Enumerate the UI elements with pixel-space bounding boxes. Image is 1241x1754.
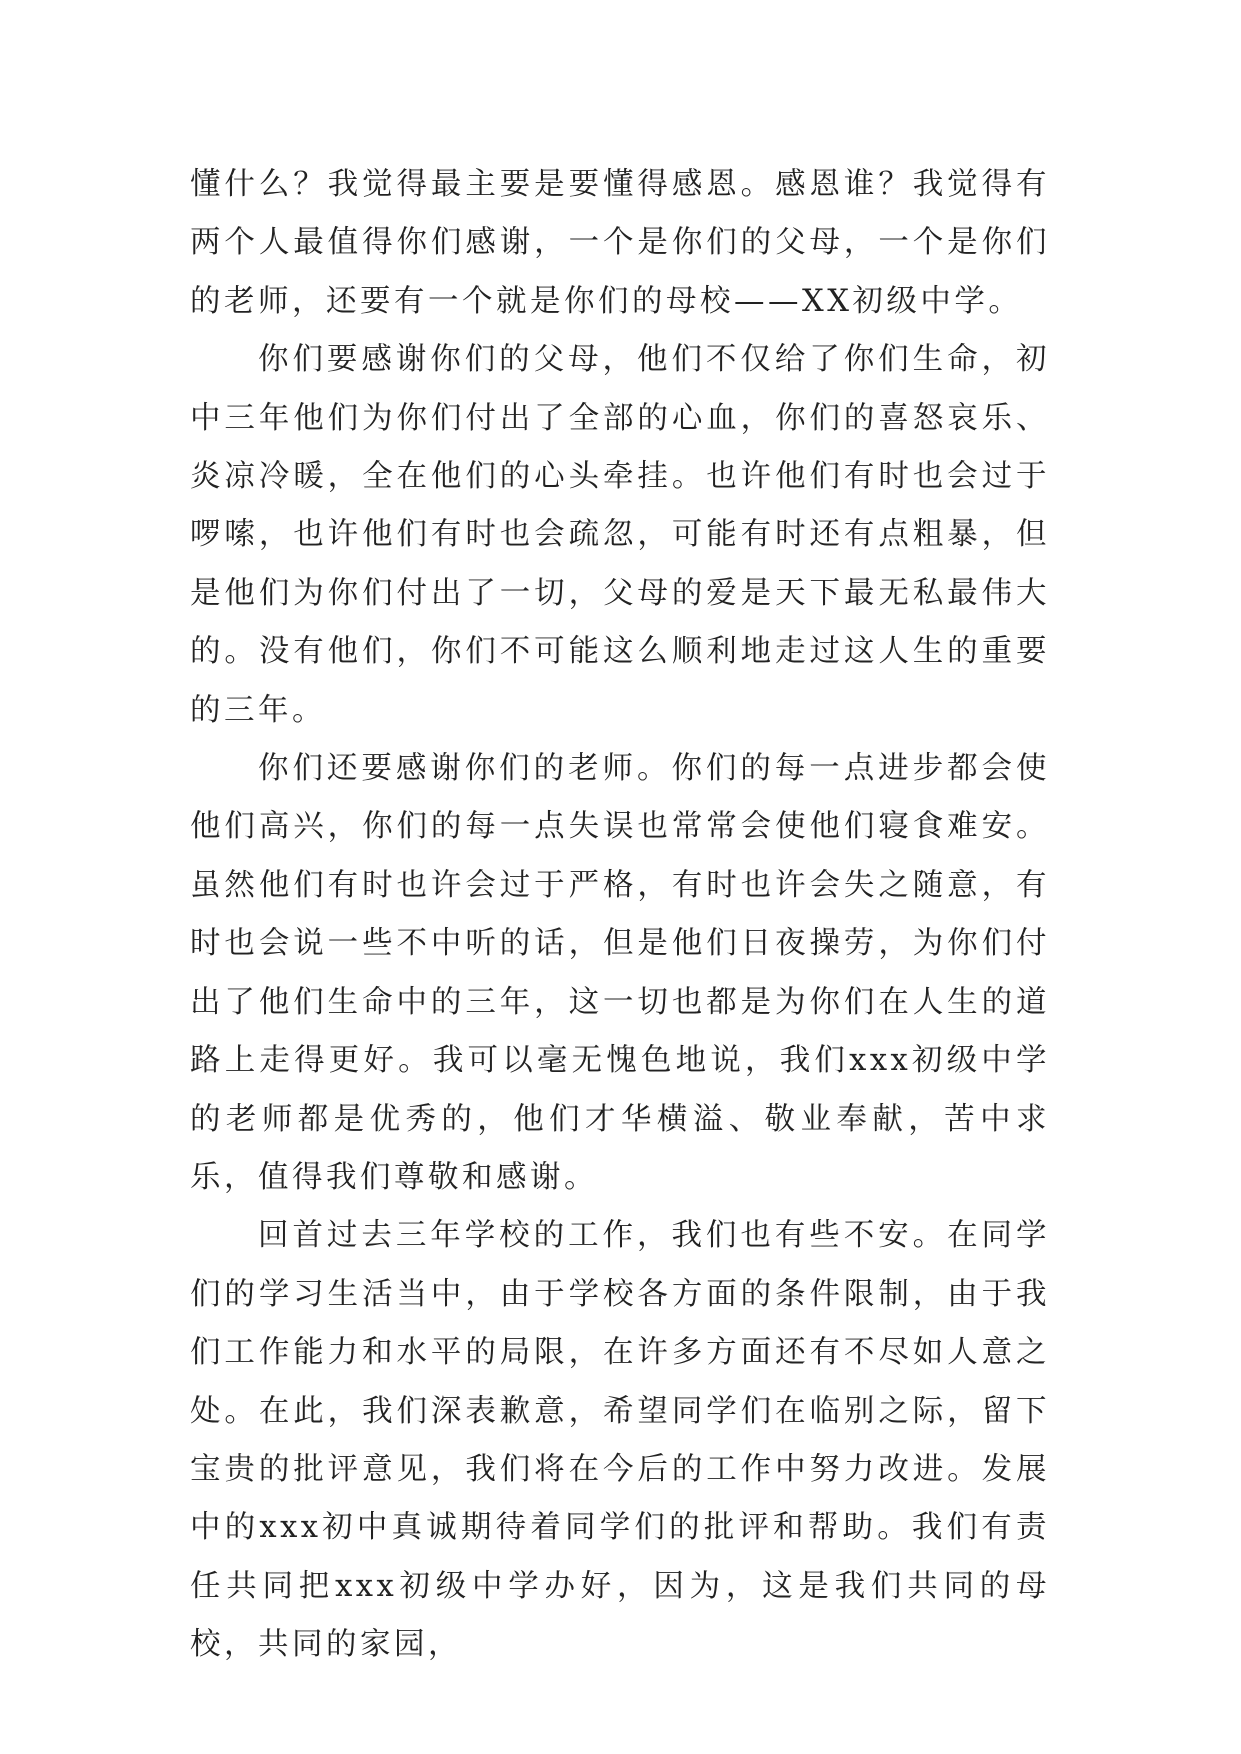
paragraph-4: 回首过去三年学校的工作，我们也有些不安。在同学们的学习生活当中，由于学校各方面的条件限制，由于我们工作能力和水平的局限，在许多方面还有不尽如人意之处。在此，我们深表歉意，希望同学们在临别之际，留下宝贵的批评意见，我们将在今后的工作中努力改进。发展中的xxx初中真诚期待着同学们的批评和帮助。我们有责任共同把xxx初级中学办好，因为，这是我们共同的母校，共同的家园， (190, 1218, 1050, 1663)
paragraph-1: 懂什么？我觉得最主要是要懂得感恩。感恩谁？我觉得有两个人最值得你们感谢，一个是你们的父母，一个是你们的老师，还要有一个就是你们的母校——XX初级中学。 (190, 167, 1050, 319)
document-body (190, 156, 1050, 1675)
paragraph-2: 你们要感谢你们的父母，他们不仅给了你们生命，初中三年他们为你们付出了全部的心血，你们的喜怒哀乐、炎凉冷暖，全在他们的心头牵挂。也许他们有时也会过于啰嗦，也许他们有时也会疏忽，可能有时还有点粗暴，但是他们为你们付出了一切，父母的爱是天下最无私最伟大的。没有他们，你们不可能这么顺利地走过这人生的重要的三年。 (190, 342, 1050, 728)
paragraph-3: 你们还要感谢你们的老师。你们的每一点进步都会使他们高兴，你们的每一点失误也常常会使他们寝食难安。虽然他们有时也许会过于严格，有时也许会失之随意，有时也会说一些不中听的话，但是他们日夜操劳，为你们付出了他们生命中的三年，这一切也都是为你们在人生的道路上走得更好。我可以毫无愧色地说，我们xxx初级中学的老师都是优秀的，他们才华横溢、敬业奉献，苦中求乐，值得我们尊敬和感谢。 (190, 751, 1050, 1195)
